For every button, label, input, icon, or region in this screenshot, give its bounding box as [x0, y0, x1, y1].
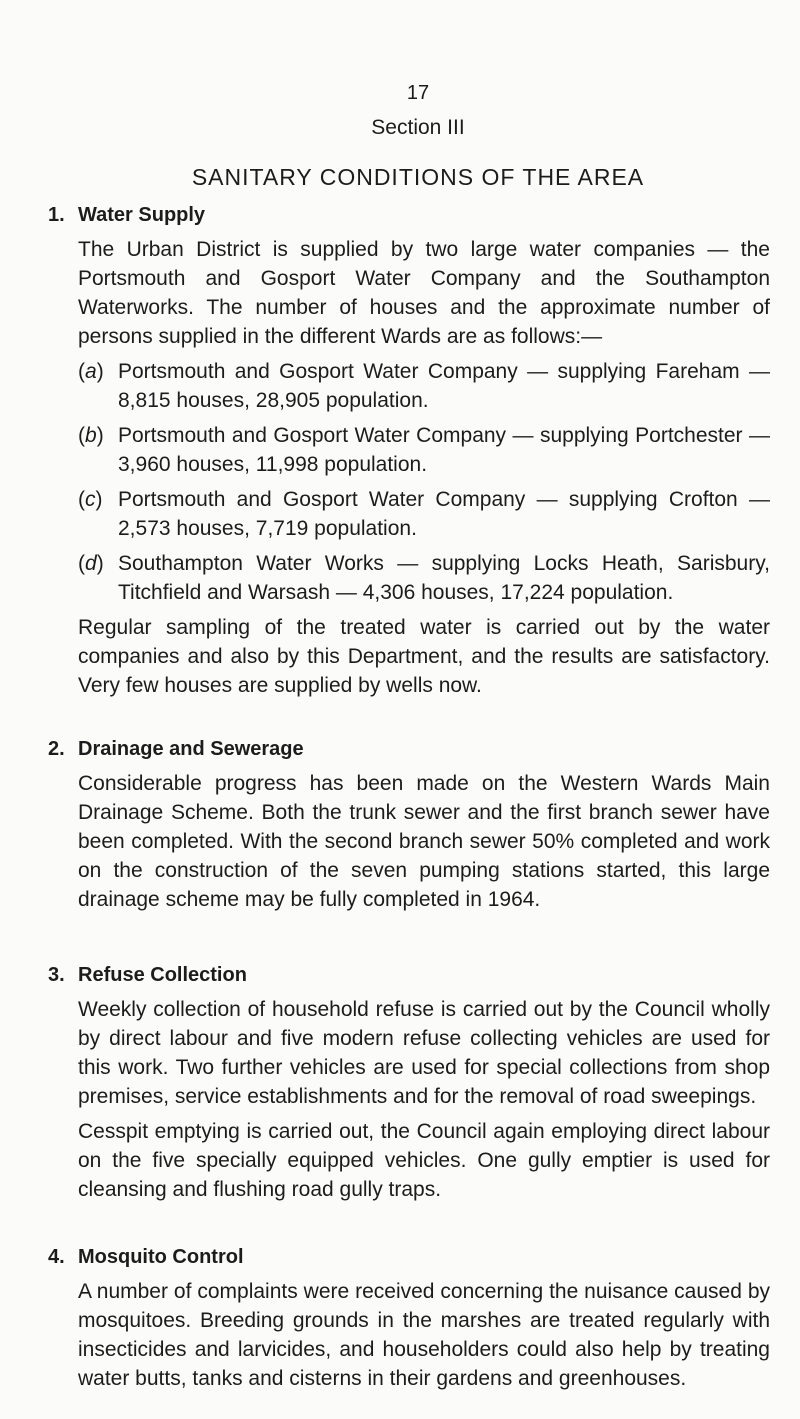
section-refuse — [48, 964, 770, 1204]
section-paragraph: A number of complaints were received concerning the nuisance caused by mosquitoes. Breeding grounds in the marshes are treated regularly with insecticides and larvicides, and householders could also help by treating water butts, tanks and cisterns in their gardens and greenhouses. — [78, 1280, 770, 1390]
section-mosquito — [48, 1246, 770, 1393]
section-paragraph: The Urban District is supplied by two large water companies — the Portsmouth and Gosport Water Company and the Southampton Waterworks. The number of houses and the approximate number of persons supplied in the different Wards are as follows:— — [78, 238, 770, 348]
section-paragraph: Weekly collection of household refuse is carried out by the Council wholly by direct labour and five modern refuse collecting vehicles are used for this work. Two further vehicles are used for special collections from shop premises, service establishments and for the removal of road sweepings. — [78, 998, 770, 1108]
list-item: (d) Southampton Water Works — supplying Locks Heath, Sarisbury, Titchfield and Warsash — 4,306 houses, 17,224 population. — [78, 552, 770, 604]
section-paragraph: Cesspit emptying is carried out, the Council again employing direct labour on the five specially equipped vehicles. One gully emptier is used for cleansing and flushing road gully traps. — [78, 1120, 770, 1201]
page-title: SANITARY CONDITIONS OF THE AREA — [191, 164, 645, 190]
section-label: Section III — [371, 116, 465, 139]
list-item: (b) Portsmouth and Gosport Water Company — supplying Portchester — 3,960 houses, 11,998 population. — [78, 424, 770, 476]
section-paragraph: Considerable progress has been made on the Western Wards Main Drainage Scheme. Both the trunk sewer and the first branch sewer have been completed. With the second branch sewer 50% completed and work on the construction of the seven pumping stations started, this large drainage scheme may be fully completed in 1964. — [78, 772, 770, 911]
section-heading: 4. Mosquito Control — [48, 1246, 244, 1268]
page-number: 17 — [406, 82, 430, 104]
section-water-supply — [48, 204, 770, 700]
list-item: (a) Portsmouth and Gosport Water Company — supplying Fareham — 8,815 houses, 28,905 population. — [78, 360, 770, 412]
list-item: (c) Portsmouth and Gosport Water Company — supplying Crofton — 2,573 houses, 7,719 population. — [78, 488, 770, 540]
section-heading: 2. Drainage and Sewerage — [48, 738, 304, 760]
section-paragraph: Regular sampling of the treated water is carried out by the water companies and also by this Department, and the results are satisfactory. Very few houses are supplied by wells now. — [78, 616, 770, 697]
section-heading: 3. Refuse Collection — [48, 964, 247, 986]
section-drainage — [48, 738, 770, 914]
section-heading: 1. Water Supply — [48, 204, 206, 226]
